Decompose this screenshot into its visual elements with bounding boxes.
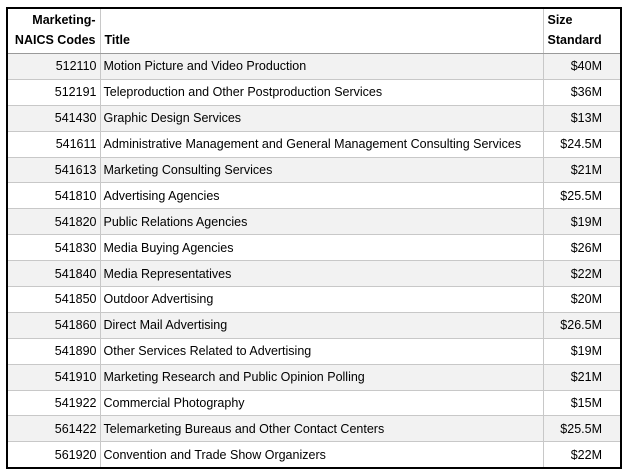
naics-code-cell: 541611	[7, 131, 100, 157]
naics-code-cell: 541820	[7, 209, 100, 235]
title-cell: Media Representatives	[100, 261, 543, 287]
size-standard-cell: $21M	[543, 364, 621, 390]
table-row	[7, 209, 621, 235]
title-cell: Motion Picture and Video Production	[100, 54, 543, 80]
size-standard-cell: $22M	[543, 442, 621, 468]
size-standard-cell: $40M	[543, 54, 621, 80]
title-cell: Teleproduction and Other Postproduction Services	[100, 79, 543, 105]
naics-code-cell: 541890	[7, 338, 100, 364]
naics-code-cell: 541430	[7, 105, 100, 131]
table-row	[7, 235, 621, 261]
naics-code-cell: 541910	[7, 364, 100, 390]
table-row	[7, 312, 621, 338]
size-standard-cell: $19M	[543, 338, 621, 364]
size-standard-cell: $25.5M	[543, 416, 621, 442]
title-cell: Telemarketing Bureaus and Other Contact Centers	[100, 416, 543, 442]
size-standard-cell: $26M	[543, 235, 621, 261]
naics-code-cell: 561422	[7, 416, 100, 442]
naics-code-cell: 541830	[7, 235, 100, 261]
title-cell: Administrative Management and General Management Consulting Services	[100, 131, 543, 157]
title-cell: Marketing Consulting Services	[100, 157, 543, 183]
size-standard-cell: $24.5M	[543, 131, 621, 157]
table-body	[7, 54, 621, 469]
naics-code-cell: 561920	[7, 442, 100, 468]
naics-code-cell: 512110	[7, 54, 100, 80]
title-cell: Direct Mail Advertising	[100, 312, 543, 338]
header-size-standard	[543, 8, 621, 54]
naics-table-container	[6, 7, 620, 469]
table-header	[7, 8, 621, 54]
size-standard-cell: $26.5M	[543, 312, 621, 338]
table-row	[7, 442, 621, 468]
table-row	[7, 390, 621, 416]
table-row	[7, 261, 621, 287]
table-row	[7, 364, 621, 390]
naics-code-cell: 541613	[7, 157, 100, 183]
header-naics-line2: NAICS Codes	[14, 33, 96, 47]
table-row	[7, 105, 621, 131]
header-size-line1: Size	[547, 13, 573, 27]
title-cell: Convention and Trade Show Organizers	[100, 442, 543, 468]
title-cell: Outdoor Advertising	[100, 287, 543, 313]
naics-code-cell: 541840	[7, 261, 100, 287]
size-standard-cell: $13M	[543, 105, 621, 131]
header-naics-line1: Marketing-	[32, 13, 96, 27]
naics-code-cell: 541860	[7, 312, 100, 338]
naics-size-standards-table	[6, 7, 622, 469]
title-cell: Public Relations Agencies	[100, 209, 543, 235]
table-row	[7, 287, 621, 313]
title-cell: Commercial Photography	[100, 390, 543, 416]
size-standard-cell: $15M	[543, 390, 621, 416]
size-standard-cell: $19M	[543, 209, 621, 235]
table-row	[7, 338, 621, 364]
size-standard-cell: $20M	[543, 287, 621, 313]
size-standard-cell: $22M	[543, 261, 621, 287]
header-title-label: Title	[104, 33, 130, 47]
header-row	[7, 8, 621, 54]
title-cell: Media Buying Agencies	[100, 235, 543, 261]
naics-code-cell: 541850	[7, 287, 100, 313]
table-row	[7, 54, 621, 80]
table-row	[7, 79, 621, 105]
naics-code-cell: 512191	[7, 79, 100, 105]
table-row	[7, 183, 621, 209]
size-standard-cell: $21M	[543, 157, 621, 183]
size-standard-cell: $25.5M	[543, 183, 621, 209]
table-row	[7, 157, 621, 183]
table-row	[7, 416, 621, 442]
title-cell: Marketing Research and Public Opinion Polling	[100, 364, 543, 390]
size-standard-cell: $36M	[543, 79, 621, 105]
title-cell: Advertising Agencies	[100, 183, 543, 209]
header-size-line2: Standard	[547, 33, 602, 47]
header-naics-codes	[7, 8, 100, 54]
table-row	[7, 131, 621, 157]
naics-code-cell: 541810	[7, 183, 100, 209]
header-title	[100, 8, 543, 54]
title-cell: Other Services Related to Advertising	[100, 338, 543, 364]
title-cell: Graphic Design Services	[100, 105, 543, 131]
naics-code-cell: 541922	[7, 390, 100, 416]
